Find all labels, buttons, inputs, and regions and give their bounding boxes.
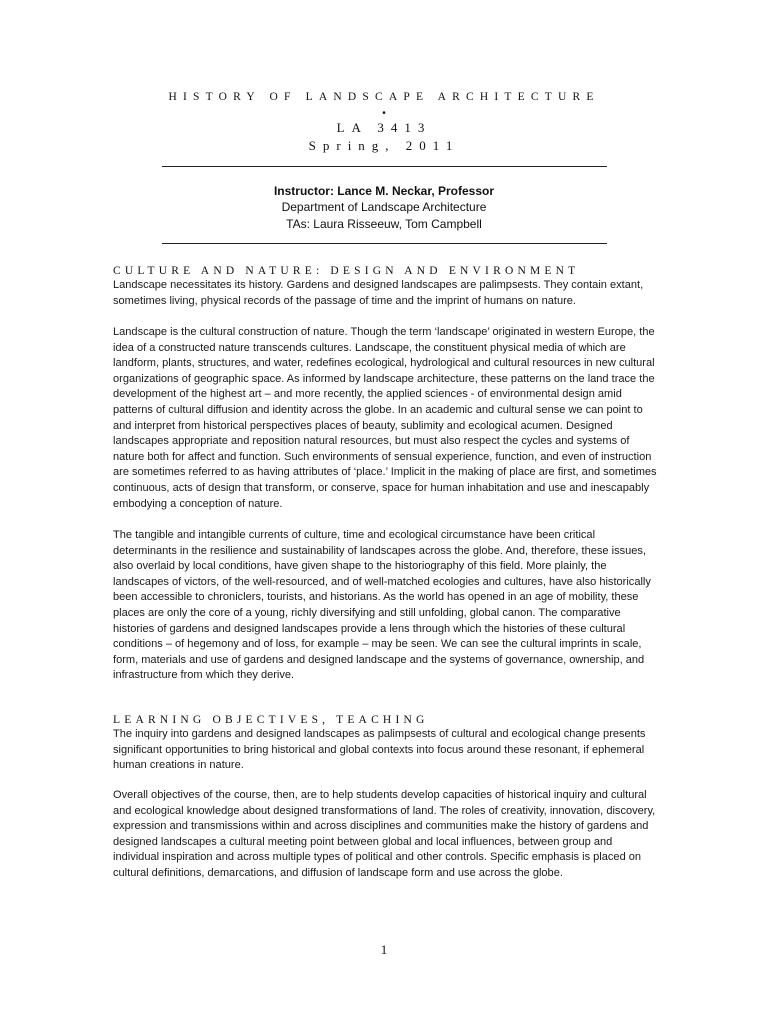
paragraph: The tangible and intangible currents of culture, time and ecological circumstance have been critical determinants in the resilience and sustainability of landscapes across the globe. And, therefore, these issues, also overlaid by local conditions, have given shape to the historiography of this field. More plainly, the landscapes of victors, of the well-resourced, and of well-matched ecologies and cultures, have also historically been accessible to chroniclers, tourists, and historians. As the world has opened in an age of mobility, these places are only the core of a young, richly diversifying and still unfolding, global canon. The comparative histories of gardens and designed landscapes provide a lens through which the histories of these cultural conditions – of hegemony and of loss, for example – may be seen. We can see the cultural imprints in scale, form, materials and use of gardens and designed landscape and the systems of governance, ownership, and infrastructure from which they derive. (113, 529, 651, 682)
bottom-divider (162, 243, 607, 244)
paragraph: Landscape is the cultural construction of nature. Though the term ‘landscape’ originated in western Europe, the idea of a constructed nature transcends cultures. Landscape, the constituent physical media of which are landform, plants, structures, and water, redefines ecological, hydrological and cultural resources in new cultural organizations of geographic space. As informed by landscape architecture, these patterns on the land trace the development of the highest art – and more recently, the applied sciences - of environmental design amid patterns of cultural diffusion and identity across the globe. In an academic and cultural sense we can point to and interpret from historical perspectives places of beauty, sublimity and ecological acumen. Designed landscapes appropriate and reposition natural resources, but must also respect the cycles and systems of nature both for affect and function. Such environments of sensual experience, function, and even of instruction are sometimes referred to as having attributes of ‘place.’ Implicit in the making of place are first, and sometimes continuous, acts of design that transform, or conserve, space for human inhabitation and use and inescapably embodying a conception of nature. (113, 326, 657, 510)
course-number: LA 3413 (336, 120, 432, 135)
course-title: HISTORY OF LANDSCAPE ARCHITECTURE (168, 91, 600, 103)
paragraph: Overall objectives of the course, then, are to help students develop capacities of historical inquiry and cultural and ecological knowledge about designed transformations of land. The roles of creativity, innovation, discovery, expression and transmissions within and across disciplines and communities make the history of gardens and designed landscapes a cultural meeting point between global and local influences, between group and individual inspiration and across multiple types of political and other controls. Specific emphasis is placed on cultural definitions, demarcations, and diffusion of landscape form and use across the globe. (113, 789, 656, 879)
paragraph: The inquiry into gardens and designed landscapes as palimpsests of cultural and ecological change presents significant opportunities to bring historical and global contexts into focus around these resonant, if ephemeral human creations in nature. (113, 728, 646, 772)
page-number: 1 (380, 942, 388, 957)
paragraph: Landscape necessitates its history. Gardens and designed landscapes are palimpsests. They contain extant, sometimes living, physical records of the passage of time and the imprint of humans on nature. (113, 279, 644, 307)
top-divider (162, 166, 607, 167)
instructor-line: Instructor: Lance M. Neckar, Professor (273, 184, 495, 198)
title-bullet: • (382, 108, 386, 119)
course-term: Spring, 2011 (308, 138, 460, 153)
section-heading-learning-objectives: LEARNING OBJECTIVES, TEACHING (113, 714, 429, 726)
section-heading-culture-nature: CULTURE AND NATURE: DESIGN AND ENVIRONMENT (113, 265, 580, 277)
department-line: Department of Landscape Architecture (281, 200, 487, 214)
tas-line: TAs: Laura Risseeuw, Tom Campbell (286, 217, 482, 231)
